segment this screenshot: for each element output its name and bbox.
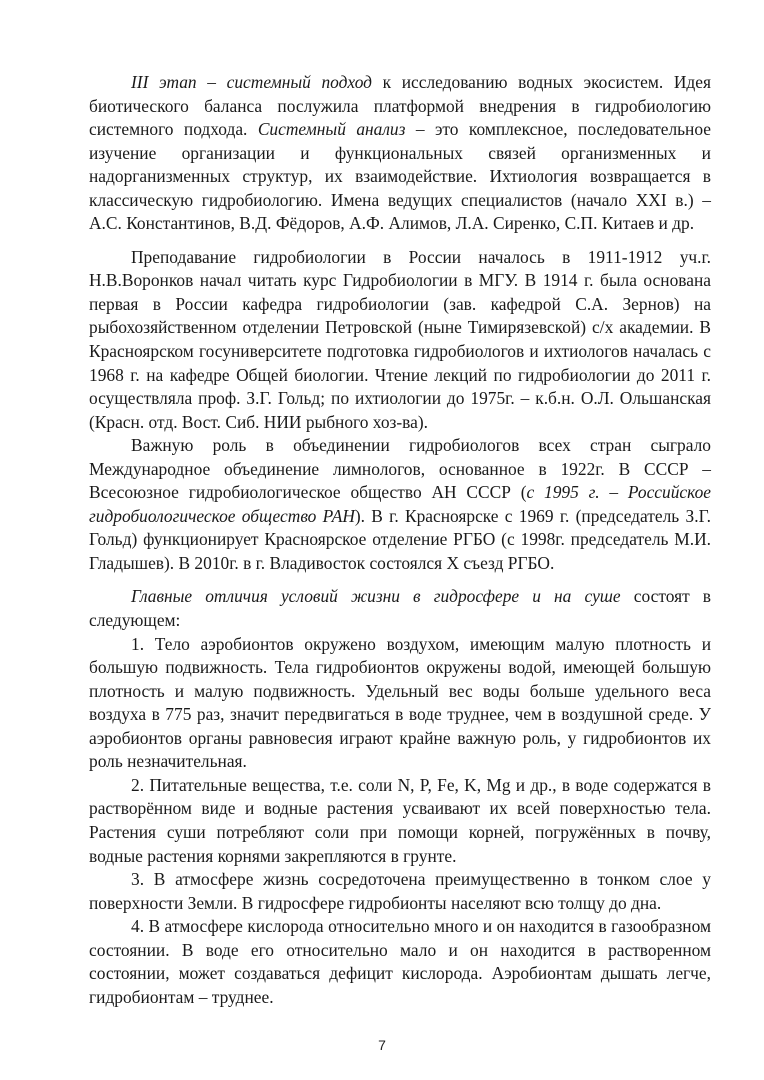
page-content: [89, 71, 711, 1009]
list-item: 1. Тело аэробионтов окружено воздухом, имеющим малую плотность и большую подвижность. Тела гидробионтов окружены водой, имеющей большую плотность и малую подвижность. Удельный вес воды больше удельного веса воздуха в 775 раз, значит передвигаться в воде труднее, чем в воздушной среде. У аэробионтов органы равновесия играют крайне важную роль, у гидробионтов их роль незначительная.: [89, 633, 711, 772]
list-item: 3. В атмосфере жизнь сосредоточена преимущественно в тонком слое у поверхности Земли. В гидросфере гидробионты населяют всю толщу до дна.: [89, 869, 711, 913]
paragraph-systems-approach: III этап – системный подход к исследованию водных экосистем. Идея биотического баланса послужила платформой внедрения в гидробиологию системного подхода. Системный анализ – это комплексное, последовательное изучение организации и функциональных связей организменных и надорганизменных структур, их взаимодействие. Ихтиология возвращается в классическую гидробиологию. Имена ведущих специалистов (начало XXI в.) – А.С. Константинов, В.Д. Фёдоров, А.Ф. Алимов, Л.А. Сиренко, С.П. Китаев и др.: [89, 72, 711, 234]
paragraph-teaching-history: Преподавание гидробиологии в России началось в 1911-1912 уч.г. Н.В.Воронков начал читать курс Гидробиологии в МГУ. В 1914 г. была основана первая в России кафедра гидробиологии (зав. кафедрой С.А. Зернов) на рыбохозяйственном отделении Петровской (ныне Тимирязевской) с/х академии. В Красноярском госуниверситете подготовка гидробиологов и ихтиологов началась с 1968 г. на кафедре Общей биологии. Чтение лекций по гидробиологии до 2011 г. осуществляла проф. З.Г. Гольд; по ихтиологии до 1975г. – к.б.н. О.Л. Ольшанская (Красн. отд. Вост. Сиб. НИИ рыбного хоз-ва).: [89, 246, 711, 432]
italic-differences-heading: Главные отличия условий жизни в гидросфере и на суше: [131, 586, 621, 607]
page-number: 7: [378, 1037, 386, 1053]
list-item: 4. В атмосфере кислорода относительно много и он находится в газообразном состоянии. В воде его относительно мало и он находится в растворенном состоянии, может создаваться дефицит кислорода. Аэробионтам дышать легче, гидробионтам – труднее.: [89, 916, 711, 1007]
paragraph-societies: Важную роль в объединении гидробиологов всех стран сыграло Международное объединение лимнологов, основанное в 1922г. В СССР – Всесоюзное гидробиологическое общество АН СССР (с 1995 г. – Российское гидробиологическое общество РАН). В г. Красноярске с 1969 г. (председатель З.Г. Гольд) функционирует Красноярское отделение РГБО (с 1998г. председатель М.И. Гладышев). В 2010г. в г. Владивосток состоялся X съезд РГБО.: [89, 435, 712, 573]
italic-society-name: с 1995 г. – Российское гидробиологическое общество РАН: [89, 482, 712, 526]
italic-stage-heading: III этап – системный подход: [131, 72, 372, 92]
italic-term-system-analysis: Системный анализ: [257, 119, 406, 140]
paragraph-main-differences: Главные отличия условий жизни в гидросфере и на суше состоят в следующем:: [89, 586, 711, 631]
list-item: 2. Питательные вещества, т.е. соли N, P, Fe, K, Mg и др., в воде содержатся в растворённом виде и водные растения усваивают их всей поверхностью тела. Растения суши потребляют соли при помощи корней, погружённых в почву, водные растения корнями закрепляются в грунте.: [89, 774, 711, 866]
differences-list: [89, 633, 711, 1010]
